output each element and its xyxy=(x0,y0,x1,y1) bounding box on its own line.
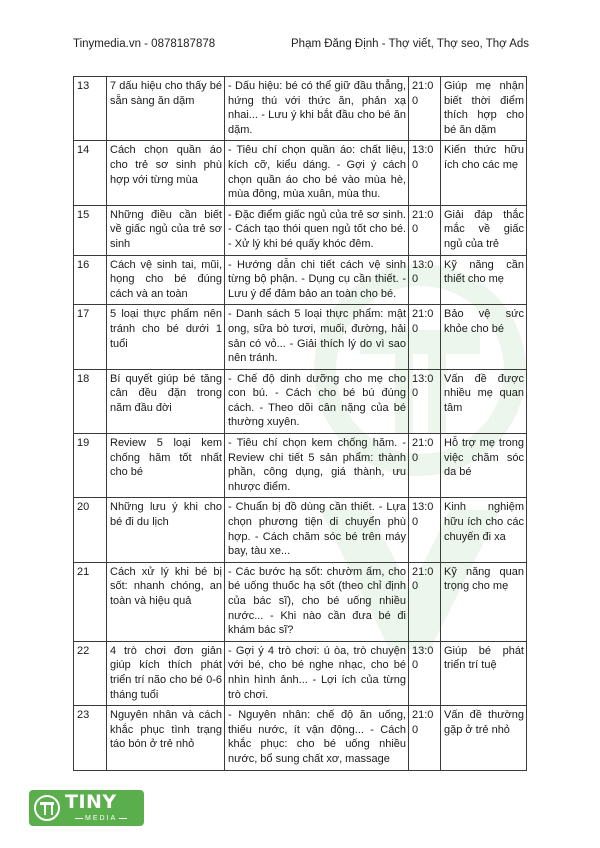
row-title: Những lưu ý khi cho bé đi du lịch xyxy=(107,498,225,562)
tiny-logo-icon xyxy=(34,795,60,821)
row-number: 19 xyxy=(74,434,107,498)
logo-subtext: MEDIA xyxy=(73,814,129,823)
header-author: Phạm Đăng Định - Thợ viết, Thợ seo, Thợ Ads xyxy=(291,38,530,50)
row-number: 16 xyxy=(74,255,107,305)
table-row xyxy=(74,255,527,305)
row-outline: - Tiêu chí chọn kem chống hăm. - Review chi tiết 5 sản phẩm: thành phần, công dụng, giá thành, ưu nhược điểm. xyxy=(225,434,409,498)
page-header xyxy=(0,37,600,53)
row-time: 13:00 xyxy=(409,141,441,205)
row-purpose: Kỹ năng cần thiết cho mẹ xyxy=(441,255,527,305)
tinymedia-logo xyxy=(29,790,144,826)
row-purpose: Vấn đề thường gặp ở trẻ nhỏ xyxy=(441,706,527,770)
row-outline: - Dấu hiệu: bé có thể giữ đầu thẳng, hứng thú với thức ăn, phản xạ nhai... - Lưu ý khi bắt đầu cho bé ăn dặm. xyxy=(225,77,409,141)
row-purpose: Kiến thức hữu ích cho các mẹ xyxy=(441,141,527,205)
row-time: 21:00 xyxy=(409,305,441,369)
logo-text: TINY xyxy=(65,791,117,813)
row-number: 21 xyxy=(74,562,107,641)
row-title: Cách xử lý khi bé bị sốt: nhanh chóng, an toàn và hiệu quả xyxy=(107,562,225,641)
row-purpose: Hỗ trợ mẹ trong việc chăm sóc da bé xyxy=(441,434,527,498)
row-purpose: Kỹ năng quan trọng cho mẹ xyxy=(441,562,527,641)
table-row xyxy=(74,369,527,433)
row-title: 4 trò chơi đơn giản giúp kích thích phát triển trí não cho bé 0-6 tháng tuổi xyxy=(107,641,225,705)
row-number: 17 xyxy=(74,305,107,369)
row-title: Cách chọn quần áo cho trẻ sơ sinh phù hợp với từng mùa xyxy=(107,141,225,205)
row-outline: - Đặc điểm giấc ngủ của trẻ sơ sinh. - Cách tạo thói quen ngủ tốt cho bé. - Xử lý khi bé quấy khóc đêm. xyxy=(225,205,409,255)
row-time: 21:00 xyxy=(409,434,441,498)
table-row xyxy=(74,498,527,562)
row-time: 21:00 xyxy=(409,706,441,770)
table-row xyxy=(74,641,527,705)
row-outline: - Tiêu chí chọn quần áo: chất liệu, kích cỡ, kiểu dáng. - Gợi ý cách chọn quần áo cho bé vào mùa hè, mùa đông, mùa xuân, mùa thu. xyxy=(225,141,409,205)
table-row xyxy=(74,205,527,255)
table-row xyxy=(74,706,527,770)
table-row xyxy=(74,305,527,369)
row-title: 5 loại thực phẩm nên tránh cho bé dưới 1 tuổi xyxy=(107,305,225,369)
table-row xyxy=(74,77,527,141)
row-number: 20 xyxy=(74,498,107,562)
row-title: Cách vệ sinh tai, mũi, họng cho bé đúng cách và an toàn xyxy=(107,255,225,305)
row-time: 21:00 xyxy=(409,205,441,255)
row-title: Nguyên nhân và cách khắc phục tình trạng táo bón ở trẻ nhỏ xyxy=(107,706,225,770)
row-outline: - Nguyên nhân: chế độ ăn uống, thiếu nước, ít vận động... - Cách khắc phục: cho bé uống nhiều nước, bổ sung chất xơ, massage xyxy=(225,706,409,770)
row-number: 18 xyxy=(74,369,107,433)
row-time: 13:00 xyxy=(409,498,441,562)
row-outline: - Gợi ý 4 trò chơi: ú òa, trò chuyện với bé, cho bé nghe nhạc, cho bé nhìn hình ảnh... - Lợi ích của từng trò chơi. xyxy=(225,641,409,705)
table-row xyxy=(74,562,527,641)
row-title: Review 5 loại kem chống hăm tốt nhất cho bé xyxy=(107,434,225,498)
row-number: 22 xyxy=(74,641,107,705)
row-outline: - Các bước hạ sốt: chườm ấm, cho bé uống thuốc hạ sốt (theo chỉ định của bác sĩ), cho bé uống nhiều nước... - Khi nào cần đưa bé đi khám bác sĩ? xyxy=(225,562,409,641)
row-purpose: Giúp bé phát triển trí tuệ xyxy=(441,641,527,705)
row-outline: - Chế độ dinh dưỡng cho mẹ cho con bú. - Cách cho bé bú đúng cách. - Theo dõi cân nặng của bé thường xuyên. xyxy=(225,369,409,433)
row-purpose: Giải đáp thắc mắc về giấc ngủ của trẻ xyxy=(441,205,527,255)
row-title: Những điều cần biết về giấc ngủ của trẻ sơ sinh xyxy=(107,205,225,255)
row-time: 13:00 xyxy=(409,255,441,305)
header-contact: Tinymedia.vn - 0878187878 xyxy=(73,38,216,50)
row-purpose: Bảo vệ sức khỏe cho bé xyxy=(441,305,527,369)
row-purpose: Kinh nghiệm hữu ích cho các chuyến đi xa xyxy=(441,498,527,562)
row-time: 21:00 xyxy=(409,77,441,141)
table-row xyxy=(74,141,527,205)
row-number: 13 xyxy=(74,77,107,141)
row-title: 7 dấu hiệu cho thấy bé sẵn sàng ăn dặm xyxy=(107,77,225,141)
content-plan-table xyxy=(73,76,527,771)
row-time: 13:00 xyxy=(409,369,441,433)
row-time: 13:00 xyxy=(409,641,441,705)
row-number: 15 xyxy=(74,205,107,255)
table-row xyxy=(74,434,527,498)
row-number: 23 xyxy=(74,706,107,770)
row-purpose: Vấn đề được nhiều mẹ quan tâm xyxy=(441,369,527,433)
row-outline: - Chuẩn bị đồ dùng cần thiết. - Lựa chọn phương tiện di chuyển phù hợp. - Cách chăm sóc bé trên máy bay, tàu xe... xyxy=(225,498,409,562)
row-purpose: Giúp mẹ nhận biết thời điểm thích hợp cho bé ăn dặm xyxy=(441,77,527,141)
row-title: Bí quyết giúp bé tăng cân đều đặn trong năm đầu đời xyxy=(107,369,225,433)
row-number: 14 xyxy=(74,141,107,205)
row-time: 21:00 xyxy=(409,562,441,641)
row-outline: - Danh sách 5 loại thực phẩm: mật ong, sữa bò tươi, muối, đường, hải sản có vỏ... - Giải thích lý do vì sao nên tránh. xyxy=(225,305,409,369)
row-outline: - Hướng dẫn chi tiết cách vệ sinh từng bộ phận. - Dụng cụ cần thiết. - Lưu ý để đảm bảo an toàn cho bé. xyxy=(225,255,409,305)
